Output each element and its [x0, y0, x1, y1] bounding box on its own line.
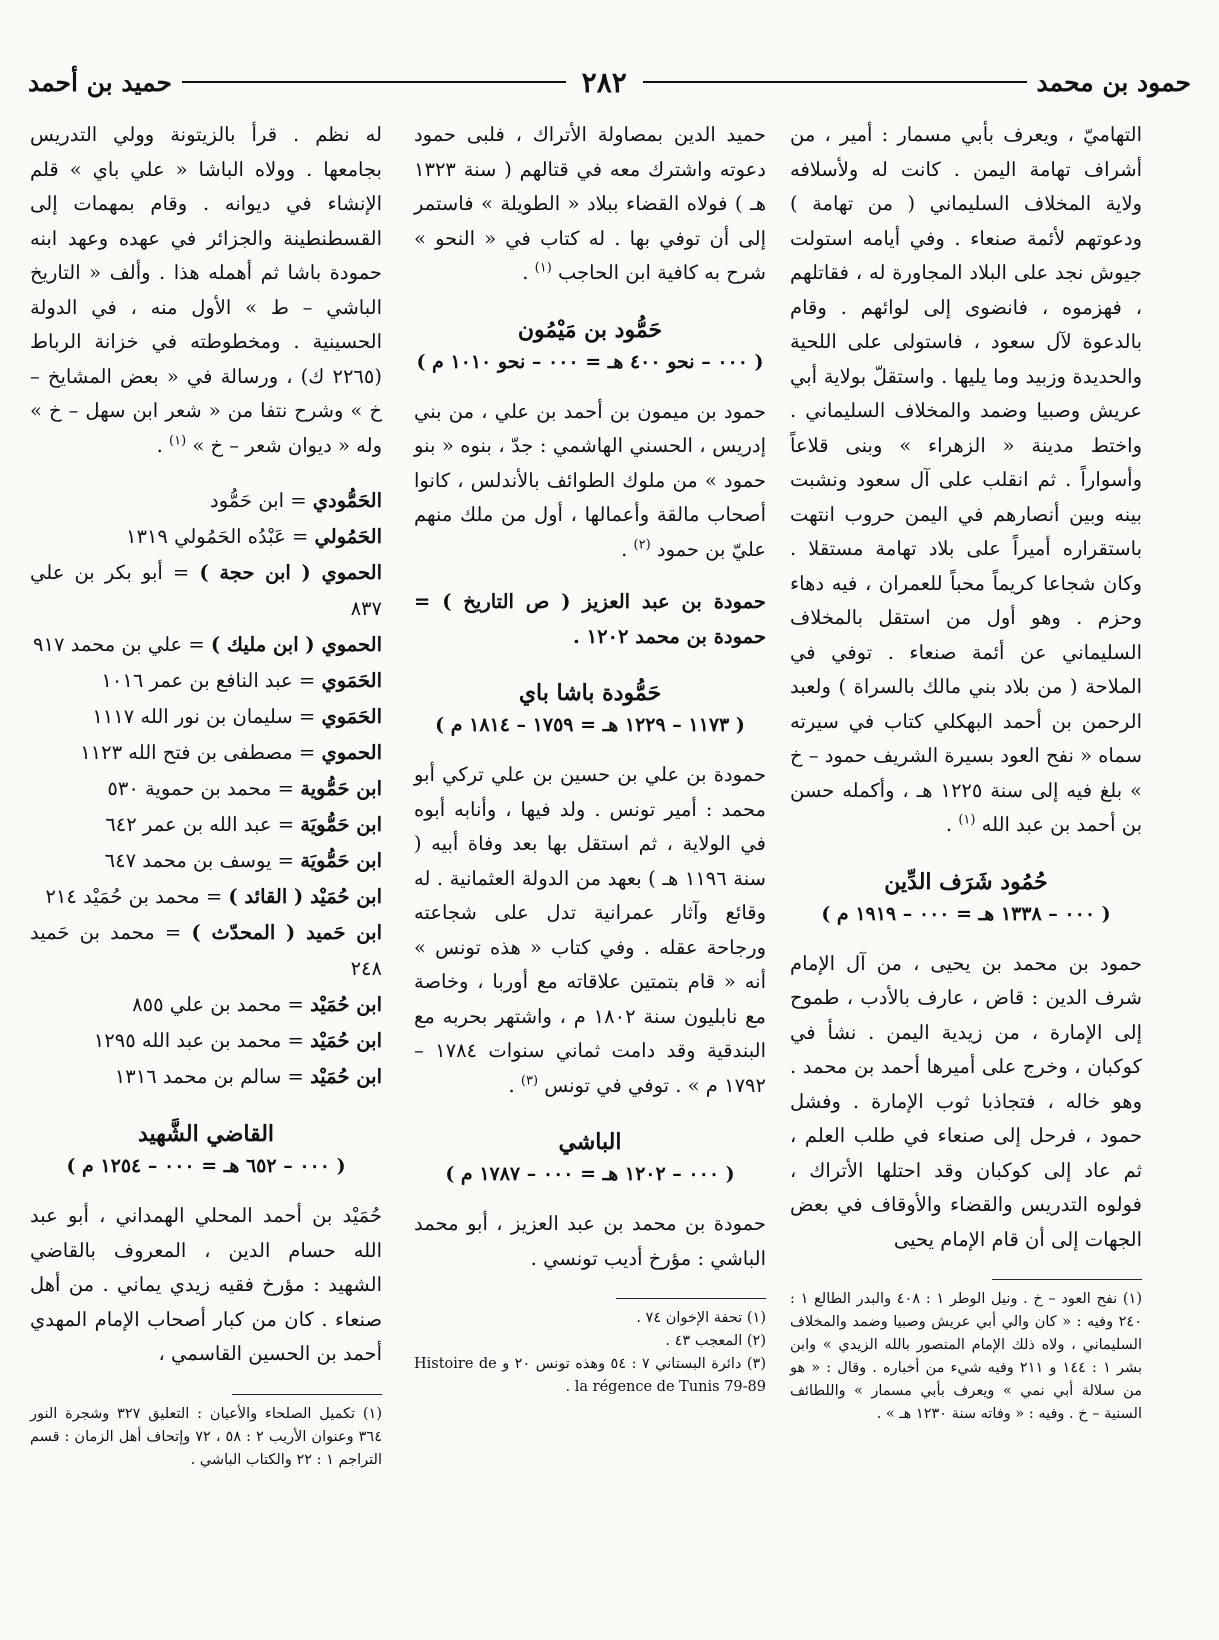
header-rule-right — [643, 81, 1027, 83]
footnote-ref: (١) — [534, 260, 552, 276]
column-middle — [414, 118, 766, 1618]
xref-name: ابن حَمُّوية — [300, 777, 382, 800]
footnote-divider — [232, 1394, 382, 1395]
cross-reference — [30, 663, 382, 699]
footnote: (١) تكميل الصلحاء والأعيان : التعليق ٣٢٧ وشجرة النور ٣٦٤ وعنوان الأريب ٢ : ٥٨ ، ٧٢ وإتحاف أهل الزمان : قسم التراجم ١ : ٢٢ والكتاب الباشي . — [30, 1405, 382, 1468]
footnote-ref: (٣) — [520, 1073, 539, 1088]
entry-dates: ( ٠٠٠ – ٦٥٢ هـ = ٠٠٠ – ١٢٥٤ م ) — [66, 1155, 346, 1177]
entry-title: الباشي — [558, 1129, 622, 1155]
xref-target: = محمد بن حُمَيْد ٢١٤ — [45, 885, 223, 908]
cross-reference — [30, 843, 382, 879]
cross-reference — [30, 807, 382, 843]
entry-text: حمود بن محمد بن يحيى ، من آل الإمام شرف الدين : قاض ، عارف بالأدب ، طموح إلى الإمارة ، من زيدية اليمن . نشأ في كوكبان ، وخرج على أميرها أحمد بن محمد . وهو خاله ، فتجاذبا ثوب الإمارة . وفشل حمود ، فرحل إلى صنعاء في طلب العلم ، ثم عاد إلى كوكبان وقد احتلها الأتراك ، فولوه التدريس والقضاء والأوقاف في بعض الجهات إلى أن قام الإمام يحيى — [790, 951, 1142, 1251]
entry-dates: ( ٠٠٠ – ١٣٣٨ هـ = ٠٠٠ – ١٩١٩ م ) — [821, 902, 1111, 925]
xref-name: الحموي — [321, 741, 382, 764]
entry-continuation: حميد الدين بمصاولة الأتراك ، فلبى حمود دعوته واشترك معه في قتالهم ( سنة ١٣٢٣ هـ ) فولاه القضاء ببلاد « الطويلة » فاستمر إلى أن توفي بها . له كتاب في « النحو » شرح به كافية ابن الحاجب $^{(١)}$ . — [414, 123, 766, 284]
xref-name: ابن حَمُّويَة — [300, 813, 382, 836]
xref-name: الحَمَوي — [321, 669, 382, 692]
xref-target: = عبد النافع بن عمر ١٠١٦ — [101, 669, 316, 692]
column-left — [30, 118, 382, 1618]
footnote: (٢) المعجب ٤٣ . — [665, 1333, 766, 1349]
entry-title: حَمُّود بن مَيْمُون — [517, 316, 663, 343]
xref-target: = مصطفى بن فتح الله ١١٢٣ — [80, 741, 316, 764]
cross-reference — [30, 555, 382, 627]
header-right-title: حمود بن محمد — [1036, 67, 1191, 97]
entry-text: حمود بن ميمون بن أحمد بن علي ، من بني إدريس ، الحسني الهاشمي : جدّ ، بنوه « بنو حمود » من ملوك الطوائف بالأندلس ، كانوا أصحاب مالقة وأعمالها ، أول من ملك منهم عليّ بن حمود $^{(٢)}$ . — [414, 399, 766, 561]
entry-text: التهاميّ ، ويعرف بأبي مسمار : أمير ، من أشراف تهامة اليمن . كانت له ولأسلافه ولاية المخلاف السليماني ( من تهامة ) ودعوتهم لأئمة صنعاء . وفي أيامه استولت جيوش نجد على البلاد المجاورة له ، فقاتلهم ، فهزموه ، فانضوى إلى لوائهم . وقام بالدعوة لآل سعود ، فاستولى على اللحية والحديدة وزبيد وما يليها . واستقلّ بولاية أبي عريش وصبيا وضمد والمخلاف السليماني . واختط مدينة « الزهراء » وبنى قلاعاً وأسواراً . ثم انقلب على آل سعود ونشبت بينه وبين أنصارهم في اليمن حروب انتهت باستقراره أميراً على بلاد تهامة مستقلا . وكان شجاعا كريماً محباً للعمران ، فيه دهاء وحزم . وهو أول من استقل بالمخلاف السليماني عن أئمة صنعاء . توفي في الملاحة ( من بلاد بني مالك بالسراة ) ولعبد الرحمن بن أحمد البهكلي كتاب في سيرته سماه « نفح العود بسيرة الشريف حمود – خ » بلغ فيه إلى سنة ١٢٢٥ هـ ، وأكمله حسن بن أحمد بن عبد الله — [790, 123, 1142, 836]
entry-title: حَمُّودة باشا باي — [518, 680, 662, 706]
header-rule-left — [182, 81, 566, 83]
footnotes — [790, 1288, 1142, 1426]
xref-name: ابن حُمَيْد — [310, 993, 382, 1016]
cross-reference — [30, 987, 382, 1023]
column-right — [790, 118, 1142, 1618]
footnote: (١) نفح العود – خ . ونيل الوطر ١ : ٤٠٨ والبدر الطالع ١ : ٢٤٠ وفيه : « كان والي أبي عريش وصبيا وضمد والمخلاف السليماني ، ولاه ذلك الإمام المنصور بالله الزيدي » وابن بشر ١ : ١٤٤ و ٢١١ وفيه شيء من أخباره . وقال : « هو من سلالة أبي نمي » ويعرف بأبي مسمار » واللطائف السنية – خ . وفيه : « وفاته سنة ١٢٣٠ هـ » . — [790, 1291, 1143, 1422]
xref-name: الحَمَوي — [321, 705, 382, 728]
entry-title: القاضي الشَّهيد — [137, 1121, 275, 1147]
xref-target: = ابن حَمُّود — [210, 489, 307, 512]
xref-target: = محمد بن حموية ٥٣٠ — [107, 777, 295, 800]
running-header — [28, 62, 1191, 102]
xref-target: = محمد بن عبد الله ١٢٩٥ — [93, 1029, 304, 1052]
cross-reference — [30, 879, 382, 915]
cross-reference — [30, 771, 382, 807]
cross-reference — [30, 483, 382, 519]
xref-name: ابن حَمُّويَة — [300, 849, 382, 872]
entry-text: حمودة بن علي بن حسين بن علي تركي أبو محمد : أمير تونس . ولد فيها ، وأنابه أبوه في الولاية ، ثم استقل بها بعد وفاة أبيه ( سنة ١١٩٦ هـ ) بعهد من الدولة العثمانية . له وقائع وآثار عمرانية تدل على شجاعته ورجاحة عقله . وفي كتاب « هذه تونس » أنه « قام بتمتين علاقاته مع أوربا ، وخاصة مع نابليون سنة ١٨٠٢ م ، واشتهر بحربه مع البندقية وقد دامت ثماني سنوات ١٧٨٤ – ١٧٩٢ م » . توفي في تونس $^{(٣)}$ . — [414, 763, 766, 1097]
entry-title: حُمُود شَرَف الدِّين — [884, 868, 1048, 895]
entry-continuation: التهاميّ ، ويعرف بأبي مسمار : أمير ، من أشراف تهامة اليمن . كانت له ولأسلافه ولاية المخلاف السليماني ( من تهامة ) ودعوتهم لأئمة صنعاء . وفي أيامه استولت جيوش نجد على البلاد المجاورة له ، فقاتلهم ، فهزموه ، فانضوى إلى لوائهم . وقام بالدعوة لآل سعود ، فاستولى على اللحية والحديدة وزبيد وما يليها . واستقلّ بولاية أبي عريش وصبيا وضمد والمخلاف السليماني . واختط مدينة « الزهراء » وبنى قلاعاً وأسواراً . ثم انقلب على آل سعود ونشبت بينه وبين أنصارهم في اليمن حروب انتهت باستقراره أميراً على بلاد تهامة مستقلا . وكان شجاعا كريماً محباً للعمران ، فيه دهاء وحزم . وهو أول من استقل بالمخلاف السليماني عن أئمة صنعاء . توفي في الملاحة ( من بلاد بني مالك بالسراة ) ولعبد الرحمن بن أحمد البهكلي كتاب في سيرته سماه « نفح العود بسيرة الشريف حمود – خ » بلغ فيه إلى سنة ١٢٢٥ هـ ، وأكمله حسن بن أحمد بن عبد الله $^{(١)}$ . — [790, 123, 1142, 836]
xref-name: ابن حَميد ( المحدّث ) — [191, 921, 382, 944]
entry-continuation: له نظم . قرأ بالزيتونة وولي التدريس بجامعها . وولاه الباشا « علي باي » قلم الإنشاء في ديوانه . وقام بمهمات إلى القسطنطينة والجزائر في عهده وعهد ابنه حمودة باشا ثم أهمله هذا . وألف « التاريخ الباشي – ط » الأول منه ، في الدولة الحسينية . ومخطوطته في خزانة الرباط (٢٢٦٥ ك) ، ورسالة في « بعض المشايخ – خ » وشرح نتفا من « شعر ابن سهل – خ » وله « ديوان شعر – خ » $^{(١)}$ . — [30, 123, 382, 457]
cross-reference — [30, 627, 382, 663]
footnote-ref: (٢) — [633, 537, 651, 552]
entry-body: حمود بن ميمون بن أحمد بن علي ، من بني إدريس ، الحسني الهاشمي : جدّ ، بنوه « بنو حمود » من ملوك الطوائف بالأندلس ، كانوا أصحاب مالقة وأعمالها ، أول من ملك منهم عليّ بن حمود — [414, 399, 766, 561]
cross-reference: حمودة بن عبد العزيز ( ص التاريخ ) = حمودة بن محمد ١٢٠٢ . — [414, 590, 766, 648]
cross-reference — [30, 1059, 382, 1095]
xref-name: الحَمُّودي — [312, 489, 382, 512]
cross-reference-list — [30, 483, 382, 1095]
page-number: ٢٨٢ — [581, 65, 627, 99]
footnote: (١) تحفة الإخوان ٧٤ . — [636, 1310, 766, 1326]
xref-target: = يوسف بن محمد ٦٤٧ — [104, 849, 295, 872]
entry-dates: ( ٠٠٠ – ١٢٠٢ هـ = ٠٠٠ – ١٧٨٧ م ) — [445, 1163, 735, 1185]
xref-name: ابن حُمَيْد — [310, 1065, 382, 1088]
xref-name: الحموي ( ابن مليك ) — [210, 633, 382, 656]
footnotes — [30, 1403, 382, 1472]
xref-name: ابن حُمَيْد ( القائد ) — [228, 885, 382, 908]
xref-name: ابن حُمَيْد — [310, 1029, 382, 1052]
entry-text: له نظم . قرأ بالزيتونة وولي التدريس بجامعها . وولاه الباشا « علي باي » قلم الإنشاء في ديوانه . وقام بمهمات إلى القسطنطينة والجزائر في عهده وعهد ابنه حمودة باشا ثم أهمله هذا . وألف « التاريخ الباشي – ط » الأول منه ، في الدولة الحسينية . ومخطوطته في خزانة الرباط (٢٢٦٥ ك) ، ورسالة في « بعض المشايخ – خ » وشرح نتفا من « شعر ابن سهل – خ » وله « ديوان شعر – خ » — [30, 123, 382, 457]
entry-dates: ( ١١٧٣ – ١٢٢٩ هـ = ١٧٥٩ – ١٨١٤ م ) — [435, 714, 745, 736]
xref-target: = محمد بن علي ٨٥٥ — [132, 993, 304, 1016]
xref-target: = أبو بكر بن علي ٨٣٧ — [30, 561, 382, 620]
xref-target: = سالم بن محمد ١٣١٦ — [114, 1065, 304, 1088]
xref-name: الحَمُولي — [314, 525, 382, 548]
footnote-divider — [616, 1298, 766, 1299]
cross-reference — [30, 519, 382, 555]
footnote: (٣) دائرة البستاني ٧ : ٥٤ وهذه تونس ٢٠ و Histoire de la régence de Tunis 79-89 . — [414, 1356, 766, 1395]
entry-text: حمودة بن محمد بن عبد العزيز ، أبو محمد الباشي : مؤرخ أديب تونسي . — [414, 1212, 766, 1270]
xref-target: = علي بن محمد ٩١٧ — [33, 633, 205, 656]
entry-body: حمودة بن علي بن حسين بن علي تركي أبو محمد : أمير تونس . ولد فيها ، وأنابه أبوه في الولاية ، ثم استقل بها بعد وفاة أبيه ( سنة ١١٩٦ هـ ) بعهد من الدولة العثمانية . له وقائع وآثار عمرانية تدل على شجاعته ورجاحة عقله . وفي كتاب « هذه تونس » أنه « قام بتمتين علاقاته مع أوربا ، وخاصة مع نابليون سنة ١٨٠٢ م ، واشتهر بحربه مع البندقية وقد دامت ثماني سنوات ١٧٨٤ – ١٧٩٢ م » . توفي في تونس — [414, 763, 766, 1097]
xref-target: = سليمان بن نور الله ١١١٧ — [92, 705, 316, 728]
cross-reference — [30, 915, 382, 987]
cross-reference — [30, 699, 382, 735]
footnote-divider — [992, 1279, 1142, 1280]
footnotes — [414, 1307, 766, 1399]
footnote-ref: (١) — [169, 433, 187, 448]
xref-target: = محمد بن حَميد ٢٤٨ — [30, 921, 382, 980]
xref-target: = عَبْدُه الحَمُولي ١٣١٩ — [125, 525, 309, 548]
entry-text: حُمَيْد بن أحمد المحلي الهمداني ، أبو عبد الله حسام الدين ، المعروف بالقاضي الشهيد : مؤرخ فقيه زيدي يماني . من أهل صنعاء . كان من كبار أصحاب الإمام المهدي أحمد بن الحسين القاسمي ، — [30, 1204, 382, 1365]
footnote-ref: (١) — [958, 812, 976, 828]
header-left-title: حميد بن أحمد — [27, 67, 172, 97]
entry-dates: ( ٠٠٠ – نحو ٤٠٠ هـ = ٠٠٠ – نحو ١٠١٠ م ) — [416, 350, 764, 373]
cross-reference — [30, 735, 382, 771]
xref-name: الحموي ( ابن حجة ) — [199, 561, 383, 584]
xref-target: = عبد الله بن عمر ٦٤٢ — [105, 813, 295, 836]
cross-reference — [30, 1023, 382, 1059]
entry-text: حميد الدين بمصاولة الأتراك ، فلبى حمود دعوته واشترك معه في قتالهم ( سنة ١٣٢٣ هـ ) فولاه القضاء ببلاد « الطويلة » فاستمر إلى أن توفي بها . له كتاب في « النحو » شرح به كافية ابن الحاجب — [414, 123, 766, 284]
